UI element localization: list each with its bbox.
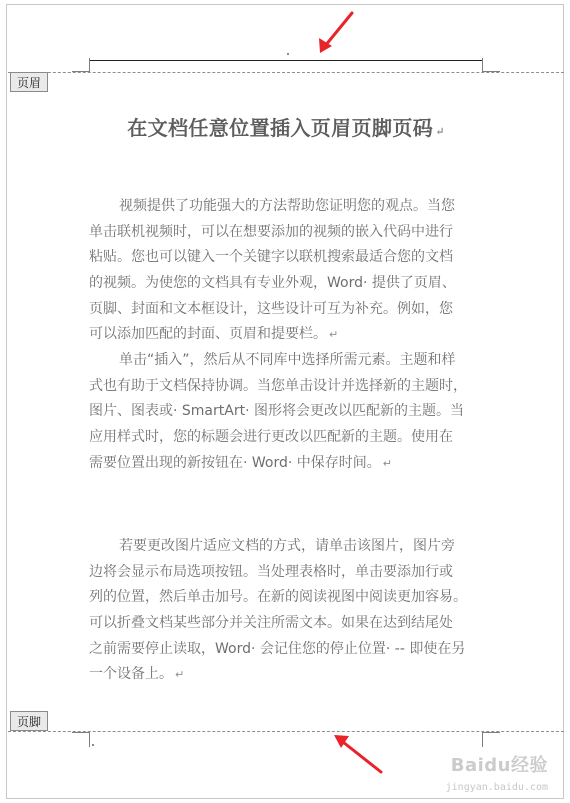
baidu-logo-watermark: Baidu经验 bbox=[450, 755, 548, 776]
text-line: 的视频。为使您的文档具有专业外观，Word· 提供了页眉、 bbox=[89, 275, 456, 292]
paragraph-mark: ↵ bbox=[382, 456, 393, 470]
text-line: 粘贴。您也可以键入一个关键字以联机搜索最适合您的文档 bbox=[89, 249, 453, 266]
text-line: 单击“插入”，然后从不同库中选择所需元素。主题和样 bbox=[119, 352, 456, 368]
text-line: 需要位置出现的新按钮在· Word· 中保存时间。 ↵ bbox=[89, 454, 393, 471]
text-line: 若要更改图片适应文档的方式，请单击该图片，图片旁 bbox=[119, 538, 455, 554]
text-line: 一个设备上。 ↵ bbox=[89, 666, 185, 683]
document-title[interactable]: 在文档任意位置插入页眉页脚页码 ↵ bbox=[127, 116, 445, 140]
text-line: 式也有助于文档保持协调。当您单击设计并选择新的主题时， bbox=[89, 377, 467, 394]
footer-label[interactable]: 页脚 bbox=[10, 711, 48, 731]
text-line: 之前需要停止读取，Word· 会记住您的停止位置· -- 即使在另 bbox=[89, 640, 466, 657]
footer-arrow bbox=[334, 735, 381, 772]
header-label[interactable]: 页眉 bbox=[10, 72, 48, 92]
paragraph-mark: ↵ bbox=[175, 668, 185, 682]
header-arrow bbox=[319, 13, 352, 53]
text-line: 边将会显示布局选项按钮。当处理表格时，单击要添加行或 bbox=[89, 563, 453, 580]
paragraph-mark: ↵ bbox=[435, 125, 445, 138]
text-line: 视频提供了功能强大的方法帮助您证明您的观点。当您 bbox=[119, 198, 455, 214]
paragraph-mark: ↵ bbox=[329, 328, 339, 342]
text-line: 页脚、封面和文本框设计，这些设计可互为补充。例如，您 bbox=[89, 300, 453, 317]
text-line: 单击联机视频时，可以在想要添加的视频的嵌入代码中进行 bbox=[89, 223, 453, 240]
watermark-url: jingyan.baidu.com bbox=[445, 782, 548, 793]
text-line: 可以添加匹配的封面、页眉和提要栏。 ↵ bbox=[89, 326, 339, 343]
text-line: 列的位置，然后单击加号。在新的阅读视图中阅读更加容易。 bbox=[89, 589, 467, 606]
text-line: 可以折叠文档某些部分并关注所需文本。如果在达到结尾处 bbox=[89, 615, 453, 632]
text-line: 图片、图表或· SmartArt· 图形将会更改以匹配新的主题。当 bbox=[89, 403, 464, 420]
text-line: 应用样式时，您的标题会进行更改以匹配新的主题。使用在 bbox=[89, 429, 453, 446]
